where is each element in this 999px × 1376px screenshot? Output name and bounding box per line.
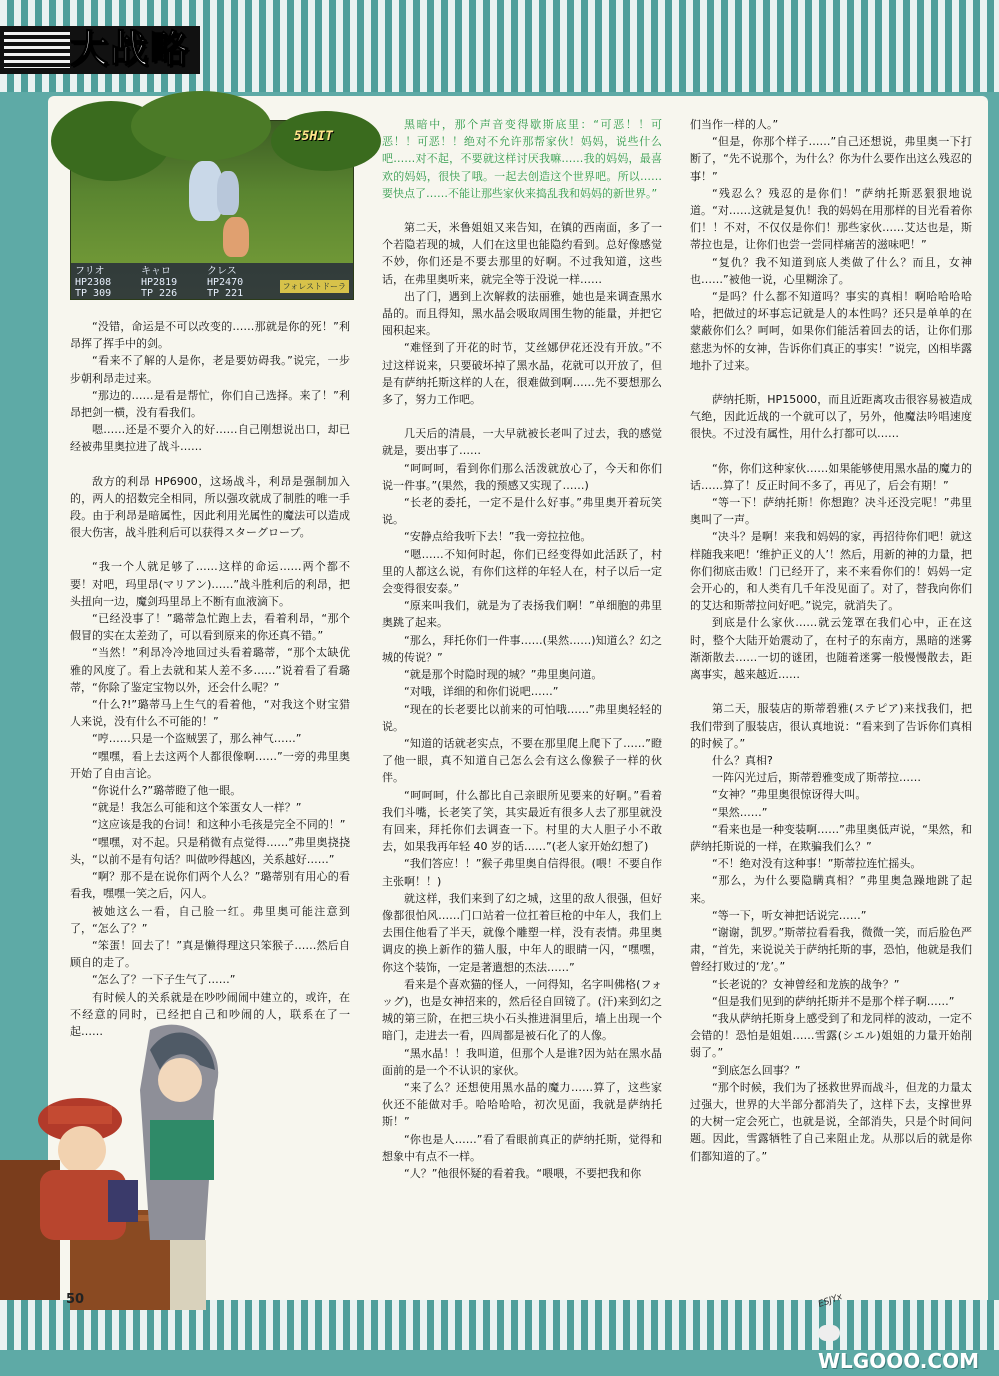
paragraph: “不！绝对没有这种事！”斯蒂拉连忙摇头。 [712,857,922,871]
paragraph: 第二天，米鲁姐姐又来告知，在镇的西南面，多了一个若隐若现的城，人们在这里也能隐约看到。总好像感觉不妙，你们还是不要去那里的好啊。不过我知道，这些话，在弗里奥听来，就完全等于没说一样…… [382,221,662,286]
paragraph: 一阵闪光过后，斯蒂碧雅变成了斯蒂拉…… [712,771,921,785]
paragraph: “那么，为什么要隐瞒真相？”弗里奥急躁地跳了起来。 [690,874,972,905]
signature: ESJYx [817,1292,844,1310]
paragraph: “没错，命运是不可以改变的……那就是你的死！”利昂挥了挥手中的剑。 [70,320,350,351]
character-sprite [223,217,249,257]
standing-face [158,1058,202,1102]
paragraph: “啊？那不是在说你们两个人么？”璐蒂别有用心的看看我，嘿嘿一笑之后，闪人。 [70,870,350,901]
paragraph: “但是我们见到的萨纳托斯并不是那个样子啊……” [712,994,955,1008]
paragraph: “是吗？什么都不知道吗？事实的真相！啊哈哈哈哈哈，把做过的坏事忘记就是人的本性吗？还只是单单的在蒙蔽你们么？呵呵，如果你们能活着回去的话，让你们那慈悲为怀的女神，告诉你们真正的事实！”说完，凶相毕露地扑了过来。 [690,290,972,372]
paragraph: “你也是人……”看了看眼前真正的萨纳托斯，觉得和想象中有点不一样。 [382,1132,662,1163]
paragraph: 嗯……还是不要介入的好……自己刚想说出口，却已经被弗里奥拉进了战斗…… [70,423,350,454]
paragraph: “但是，你那个样子……”自己还想说，弗里奥一下打断了，“先不说那个，为什么？你为什么要作出这么残忍的事！” [690,135,972,183]
paragraph: “长老说的？女神曾经和龙族的战争？” [712,977,900,991]
paragraph: “知道的话就老实点，不要在那里爬上爬下了……”瞪了他一眼，真不知道自己怎么会有这么像猴子一样的伙伴。 [382,736,662,785]
paragraph: “那么，拜托你们一件事……(果然……)知道么？幻之城的传说？” [382,633,662,664]
paragraph: 看来是个喜欢猫的怪人，一问得知，名字叫佛格(フォッグ)，也是女神招来的，然后径自回镜了。(汗)来到幻之城的第三阶，在把三块小石头推进洞里后，墙上出现一个暗门，走进去一看，四周都是被石化了的人像。 [382,977,662,1043]
enemy-name-badge: フォレストドーラ [280,280,349,293]
paragraph: 什么？真相? [712,753,773,767]
paragraph: “我从萨纳托斯身上感受到了和龙同样的波动，一定不会错的！恐怕是姐姐……雪露(シエル)姐姐的力量开始削弱了。” [690,1011,972,1060]
paragraph: 萨纳托斯，HP15000，而且近距离攻击很容易被造成气绝，因此近战的一个就可以了，另外，他魔法吟唱速度很快。不过没有属性，用什么打都可以…… [690,393,972,441]
paragraph: “看来不了解的人是你，老是要妨碍我。”说完，一步步朝利昂走过来。 [70,354,350,385]
member-name: キャロ [141,266,171,277]
member-hp: HP2470 [207,277,244,288]
paragraph: “就是那个时隐时现的城？”弗里奥问道。 [404,668,603,682]
paragraph: “我们答应！！”猴子弗里奥自信得很。(喂！不要自作主张啊！！) [382,857,662,888]
paragraph: “谢谢，凯罗。”斯蒂拉看看我，微微一笑，而后脸色严肃，“首先，来说说关于萨纳托斯的事，恐怕，他就是我们曾经打败过的‘龙’。” [690,925,972,974]
right-text-column [690,116,972,1165]
paragraph: “已经没事了！”璐蒂急忙跑上去，看着利昂，“那个假冒的实在太差劲了，可以看到原来的你还真不错。” [70,612,350,643]
paragraph: “就是！我怎么可能和这个笨蛋女人一样？” [92,801,302,815]
scarf [150,1120,214,1180]
paragraph: 敌方的利昂 HP6900，这场战斗，利昂是强制加入的，两人的招数完全相同，所以强攻就成了制胜的唯一手段。由于利昂是暗属性，因此利用光属性的魔法可以造成很大伤害，战斗胜利后可以获得スターグローブ。 [70,474,350,540]
member-name: フリオ [75,266,105,277]
paragraph: “那边的……是看是帮忙，你们自己选择。来了！”利昂把剑一横，没有看我们。 [70,388,350,420]
page-number: 50 [66,1292,85,1307]
paragraph: “现在的长老要比以前来的可怕哦……”弗里奥轻轻的说。 [382,702,662,733]
gamepad-icon [818,1325,840,1341]
member-tp: TP 221 [207,288,244,299]
paragraph: 被她这么一看，自己脸一红。弗里奥可能注意到了，“怎么了？” [70,904,350,935]
member-hp: HP2308 [75,277,112,288]
member-tp: TP 226 [141,288,178,299]
paragraph: 到底是什么家伙……就云笼罩在我们心中，正在这时，整个大陆开始震动了，在村子的东南方，黑暗的迷雾渐渐散去……一切的谜团，也随着迷雾一般慢慢散去，距离事实，越来越近…… [690,616,972,682]
paragraph: “你说什么?”璐蒂瞪了他一眼。 [92,784,242,798]
paragraph: “长老的委托，一定不是什么好事。”弗里奥开着玩笑说。 [382,496,662,527]
character-sprite [217,171,239,215]
paragraph: “那个时候，我们为了拯救世界而战斗，但龙的力量太过强大，世界的大半部分都消失了，这样下去，支撑世界的大树一定会死亡，也就是说，全部消失，只是个时间问题。因此，雪露牺牲了自己来阻止龙。从那以后的就是你们都知道的了。” [690,1080,972,1163]
paragraph: “你，你们这种家伙……如果能够使用黑水晶的魔力的话……算了！反正时间不多了，再见了，后会有期！” [690,461,972,492]
paragraph: “呵呵呵，看到你们那么活泼就放心了，今天和你们说一件事。”(果然，我的预感又实现了……) [382,461,662,492]
paragraph: “到底怎么回事？” [712,1063,801,1077]
paragraph: “哼……只是一个盗贼罢了，那么神气……” [92,732,302,746]
paragraph: “复仇？我不知道到底人类做了什么？而且，女神也……”被他一说，心里糊涂了。 [690,255,972,286]
member-tp: TP 309 [75,288,112,299]
paragraph: “嘿嘿，看上去这两个人都很像啊……”一旁的弗里奥开始了自由言论。 [70,749,350,780]
paragraph: 出了门，遇到上次解救的法丽雅，她也是来调查黑水晶的。而且得知，黑水晶会吸取周围生物的能量，并把它囤积起来。 [382,289,662,338]
tree-foliage [131,91,271,161]
member-hp: HP2819 [141,277,178,288]
paragraph: 就这样，我们来到了幻之城，这里的敌人很强，但好像都很怕风……门口站着一位扛着巨枪的中年人，我们上去围住他看了半天，就像个雕塑一样，没有表情。弗里奥调皮的换上新作的猫人服，中年人的眼睛一闪，“嘿嘿，你这个装饰，一定是著遣想的杰法……” [382,891,662,974]
hat-band [48,1106,112,1124]
paragraph: “来了么？还想使用黑水晶的魔力……算了，这些家伙还不能做对手。哈哈哈哈，初次见面，我就是萨纳托斯！” [382,1080,662,1129]
party-member-status [141,266,177,299]
paragraph: “当然！”利昂冷冷地回过头看着璐蒂，“那个太缺优雅的风度了。看上去就和某人差不多……”说着看了看璐蒂，“你除了鉴定宝物以外，还会什么呢？” [70,646,350,694]
hit-counter: 55HIT [293,129,333,144]
paragraph: 有时候人的关系就是在吵吵闹闹中建立的，或许，在不经意的同时，已经把自己和吵闹的人，联系在了一起…… [70,990,350,1038]
member-name: クレス [207,266,237,277]
paragraph: “难怪到了开花的时节，艾丝娜伊花还没有开放。”不过这样说来，只要破坏掉了黑水晶，花就可以开放了，但是有萨纳托斯这样的人在，很难做到啊……先不要想那么多了，努力工作吧。 [382,341,662,407]
party-member-status [75,266,111,299]
party-status-hud [71,263,353,299]
paragraph: “决斗？是啊！来我和妈妈的家，再招待你们吧！就这样随我来吧！‘维护正义的人’！然后，用新的神的力量，把你们彻底击败！门已经开了，来不来看你们的！妈妈一定会开心的，和人类有几千年没见面了。对了，替我向你们的艾达和斯蒂拉问好吧。”说完，就消失了。 [690,530,972,613]
paragraph: 几天后的清晨，一大早就被长老叫了过去，我的感觉就是，要出事了…… [382,427,662,458]
legs [170,1240,206,1310]
game-screenshot [70,120,354,300]
header-lines-decoration [4,32,70,68]
paragraph: “女神？”弗里奥很惊讶得大叫。 [712,788,867,802]
paragraph: “果然……” [712,805,768,819]
paragraph: “这应该是我的台词！和这种小毛孩是完全不同的！” [92,818,346,832]
paragraph: “嘿嘿，对不起。只是稍微有点觉得……”弗里奥挠挠头，“以前不是有句话？叫做吵得越凶，关系越好……” [70,835,350,866]
book [108,1180,138,1222]
paragraph: “黑水晶！！我叫道，但那个人是谁?因为站在黑水晶面前的是一个不认识的家伙。 [382,1046,662,1077]
paragraph: 第二天，服装店的斯蒂碧雅(ステピア)来找我们，把我们带到了服装店，很认真地说：“看来到了告诉你们真相的时候了。” [690,702,972,750]
paragraph: “对哦，详细的和你们说吧……” [404,685,559,699]
paragraph: “人？”他很怀疑的看着我。“喂喂，不要把我和你 [404,1166,642,1180]
site-watermark [818,1316,998,1373]
paragraph: “看来也是一种变装啊……”弗里奥低声说，“果然，和萨纳托斯说的一样，在欺骗我们么？” [690,822,972,853]
paragraph: “怎么了？一下子生气了……” [92,973,236,987]
face [58,1126,106,1174]
watermark-text: WLGOOO.COM [818,1349,979,1373]
paragraph: 们当作一样的人。” [690,118,779,131]
paragraph: “笨蛋！回去了！”真是懒得理这只笨猴子……然后自顾自的走了。 [70,938,350,970]
paragraph: 黑暗中，那个声音变得歇斯底里：“可恶！！可恶！！可恶！！绝对不允许那帮家伙！妈妈，说些什么吧……对不起，不要就这样讨厌我嘛……我的妈妈，最喜欢的妈妈，很快了哦。一起去创造这个世界吧。所以……要快点了……不能让那些家伙来捣乱我和妈妈的新世界。” [382,118,662,200]
paragraph: “等一下！萨纳托斯！你想跑？决斗还没完呢！”弗里奥叫了一声。 [690,496,972,527]
paragraph: “我一个人就足够了……这样的命运……两个都不要！对吧，玛里昂(マリアン)……”战斗胜利后的利昂，把头扭向一边，魔剑玛里昂上不断有血液滴下。 [70,560,350,608]
left-text-column [70,318,350,1040]
paragraph: “原来叫我们，就是为了表扬我们啊！”单细胞的弗里奥跳了起来。 [382,599,662,630]
section-title: 大战略 [70,27,191,71]
paragraph: “等一下，听女神把话说完……” [712,908,867,922]
paragraph: “呵呵呵，什么都比自己亲眼所见要来的好啊。”看着我们斗嘴，长老笑了笑，其实最近有很多人去了那里就没有回来，拜托你们去调查一下。村里的大人胆子小不敢去，如果我再年轻 40 岁的话……”(老人家开始幻想了) [382,788,662,854]
paragraph: “什么?!”璐蒂马上生气的看着他，“对我这个财宝猎人来说，没有什么不可能的！” [70,698,350,729]
paragraph: “嗯……不知何时起，你们已经变得如此活跃了，村里的人都这么说，有你们这样的年轻人在，村子以后一定会变得很安泰。” [382,547,662,596]
paragraph: “残忍么？残忍的是你们！”萨纳托斯恶狠狠地说道。“对……这就是复仇！我的妈妈在用那样的目光看着你们！！不对，不仅仅是你们！那些家伙……艾达也是，斯蒂拉也是，让你们也尝一尝同样痛苦的滋味吧！” [690,186,972,252]
party-member-status [207,266,243,299]
middle-text-column [382,116,662,1182]
character-illustration [0,1010,250,1310]
paragraph: “安静点给我听下去！”我一旁拉拉他。 [404,530,592,544]
